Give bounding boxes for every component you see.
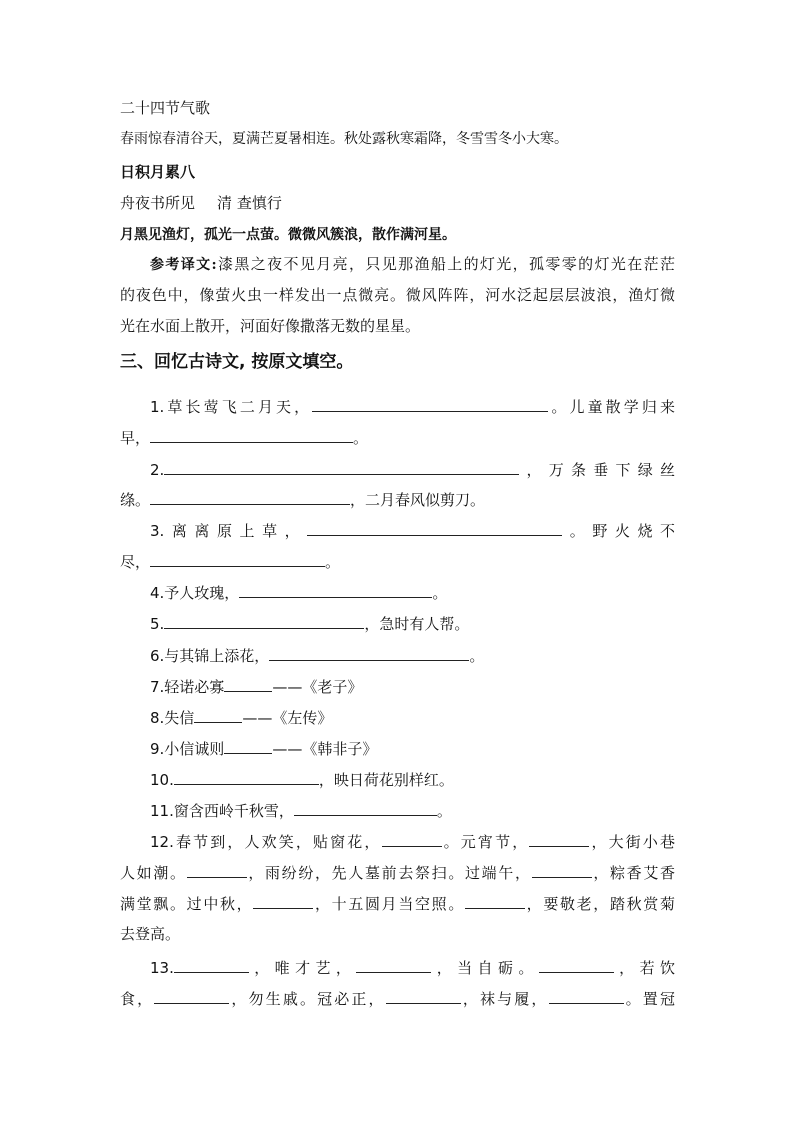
question-12-line-2: 人如潮。 ，雨纷纷，先人墓前去祭扫。过端午， ，粽香艾香 xyxy=(120,864,675,882)
answer-blank[interactable] xyxy=(150,427,353,443)
question-7: 7.轻诺必寡 ——《老子》 xyxy=(150,678,363,696)
poem-title: 舟夜书所见 xyxy=(120,194,196,212)
question-13-line-2: 食， ，勿生戚。冠必正， ，袜与履， 。置冠 xyxy=(120,990,675,1008)
answer-blank[interactable] xyxy=(150,489,350,505)
answer-blank[interactable] xyxy=(465,893,525,909)
solar-terms-verse: 春雨惊春清谷天，夏满芒夏暑相连。秋处露秋寒霜降，冬雪雪冬小大寒。 xyxy=(120,131,568,147)
answer-blank[interactable] xyxy=(386,988,461,1004)
question-3-line-2: 尽， 。 xyxy=(120,553,341,571)
section-3-heading: 三、回忆古诗文, 按原文填空。 xyxy=(120,352,354,372)
translation-label: 参考译文 xyxy=(150,257,212,273)
answer-blank[interactable] xyxy=(194,707,242,723)
poem-heading xyxy=(120,193,675,213)
answer-blank[interactable] xyxy=(150,551,325,567)
answer-blank[interactable] xyxy=(187,862,247,878)
answer-blank[interactable] xyxy=(164,613,364,629)
answer-blank[interactable] xyxy=(224,738,272,754)
question-1-line-1: 1.草长莺飞二月天， 。儿童散学归来 xyxy=(150,398,675,416)
question-13-line-1: 13. ，唯才艺， ，当自砺。 ，若饮 xyxy=(150,959,675,977)
question-10: 10. ，映日荷花别样红。 xyxy=(150,771,454,789)
answer-blank[interactable] xyxy=(239,582,432,598)
poem-text: 月黑见渔灯，孤光一点萤。微微风簇浪，散作满河星。 xyxy=(120,227,456,243)
question-11: 11.窗含西岭千秋雪， 。 xyxy=(150,802,452,820)
question-6: 6.与其锦上添花， 。 xyxy=(150,647,485,665)
question-1-line-2: 早， 。 xyxy=(120,429,369,447)
question-8: 8.失信 ——《左传》 xyxy=(150,709,333,727)
question-2-line-1: 2. ，万条垂下绿丝 xyxy=(150,461,675,479)
answer-blank[interactable] xyxy=(174,957,249,973)
question-12-line-3: 满堂飘。过中秋， ，十五圆月当空照。 ，要敬老，踏秋赏菊 xyxy=(120,895,675,913)
translation-line-1: 参考译文:漆黑之夜不见月亮，只见那渔船上的灯光，孤零零的灯光在茫茫 xyxy=(150,255,675,273)
answer-blank[interactable] xyxy=(532,862,592,878)
answer-blank[interactable] xyxy=(253,893,313,909)
answer-blank[interactable] xyxy=(356,957,431,973)
answer-blank[interactable] xyxy=(382,831,442,847)
answer-blank[interactable] xyxy=(154,988,229,1004)
answer-blank[interactable] xyxy=(549,988,624,1004)
question-12-line-1: 12.春节到，人欢笑，贴窗花， 。元宵节， ，大街小巷 xyxy=(150,833,675,851)
question-9: 9.小信诚则 ——《韩非子》 xyxy=(150,740,378,758)
answer-blank[interactable] xyxy=(174,769,319,785)
answer-blank[interactable] xyxy=(312,396,548,412)
translation-line-2: 的夜色中，像萤火虫一样发出一点微亮。微风阵阵，河水泛起层层波浪，渔灯微 xyxy=(120,286,675,304)
question-5: 5. ，急时有人帮。 xyxy=(150,615,470,633)
poem-dynasty: 清 xyxy=(217,194,233,212)
translation-line-3: 光在水面上散开，河面好像撒落无数的星星。 xyxy=(120,317,421,335)
question-4: 4.予人玫瑰， 。 xyxy=(150,584,448,602)
accumulation-title: 日积月累八 xyxy=(120,163,196,181)
answer-blank[interactable] xyxy=(529,831,589,847)
question-3-line-1: 3.离离原上草， 。野火烧不 xyxy=(150,522,675,540)
question-12-line-4: 去登高。 xyxy=(120,925,181,943)
answer-blank[interactable] xyxy=(164,459,519,475)
poem-author: 查慎行 xyxy=(236,194,282,212)
answer-blank[interactable] xyxy=(269,645,469,661)
answer-blank[interactable] xyxy=(307,520,562,536)
question-2-line-2: 绦。 ，二月春风似剪刀。 xyxy=(120,491,486,509)
solar-terms-title: 二十四节气歌 xyxy=(120,99,211,117)
answer-blank[interactable] xyxy=(294,800,437,816)
answer-blank[interactable] xyxy=(224,676,272,692)
answer-blank[interactable] xyxy=(539,957,614,973)
